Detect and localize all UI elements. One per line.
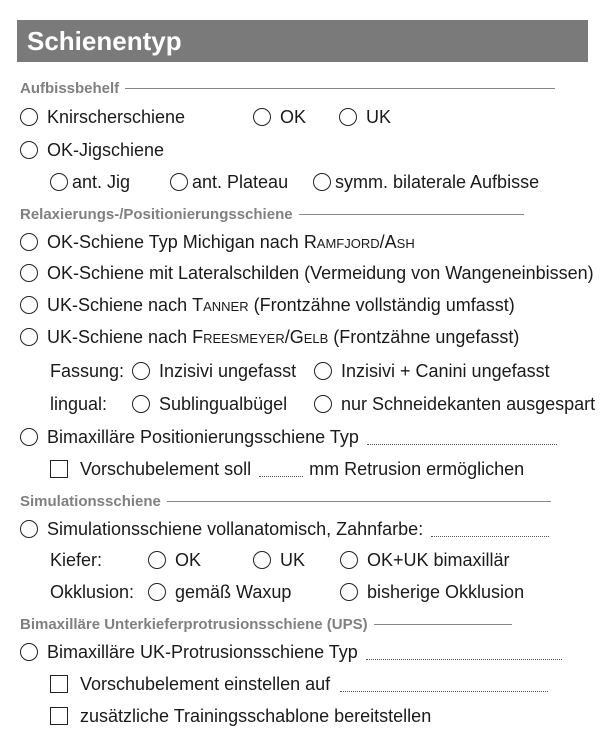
option-freesmeyer-gelb[interactable] [20, 324, 519, 350]
option-label [47, 327, 519, 348]
option-bisherige-okklusion[interactable] [340, 579, 524, 605]
radio-button[interactable] [170, 173, 188, 191]
option-inzisivi-canini-ungefasst[interactable] [314, 358, 550, 384]
option-vorschubelement-retrusion[interactable] [50, 456, 524, 482]
option-gemaess-waxup[interactable] [148, 579, 291, 605]
author-name: Freesmeyer/Gelb [192, 326, 329, 347]
option-text: (Frontzähne ungefasst) [328, 326, 520, 347]
option-label: OK-Schiene mit Lateralschilden (Vermeidung von Wangeneinbissen) [47, 262, 594, 283]
section-rule [374, 624, 512, 625]
section-rule [167, 501, 551, 502]
option-label: zusätzliche Trainingsschablone bereitstellen [80, 705, 432, 726]
radio-button[interactable] [132, 395, 150, 413]
option-kiefer-uk[interactable] [253, 547, 305, 573]
radio-button[interactable] [340, 551, 358, 569]
option-nur-schneidekanten[interactable] [314, 391, 595, 417]
lingual-label: lingual: [50, 393, 108, 414]
option-label: UK [366, 106, 392, 127]
radio-button[interactable] [313, 173, 331, 191]
radio-button[interactable] [20, 233, 38, 251]
fill-in-line[interactable] [340, 677, 548, 692]
section-header-ups [20, 616, 512, 633]
section-title: Aufbissbehelf [20, 80, 120, 97]
option-vorschubelement-einstellen[interactable] [50, 671, 548, 697]
kiefer-label: Kiefer: [50, 549, 103, 570]
radio-button[interactable] [20, 643, 38, 661]
radio-button[interactable] [253, 108, 271, 126]
author-name: Ramfjord/Ash [303, 231, 415, 252]
option-lateralschilde[interactable] [20, 260, 594, 286]
option-label: Bimaxilläre UK-Protrusionsschiene Typ [47, 641, 358, 662]
option-label: OK [175, 549, 202, 570]
section-header-simulationsschiene [20, 493, 551, 510]
page-title: Schienentyp [17, 20, 588, 62]
option-kiefer-okuk[interactable] [340, 547, 510, 573]
section-rule [299, 214, 524, 215]
radio-button[interactable] [314, 362, 332, 380]
radio-button[interactable] [253, 551, 271, 569]
option-ant-plateau[interactable] [170, 169, 288, 195]
option-symm-bilaterale-aufbisse[interactable] [313, 169, 539, 195]
fill-in-line[interactable] [367, 430, 557, 445]
fill-in-line[interactable] [259, 462, 303, 477]
fill-in-line[interactable] [366, 645, 562, 660]
radio-button[interactable] [20, 520, 38, 538]
option-ant-jig[interactable] [50, 169, 130, 195]
radio-button[interactable] [148, 551, 166, 569]
checkbox[interactable] [50, 707, 68, 725]
radio-button[interactable] [132, 362, 150, 380]
option-michigan[interactable] [20, 229, 415, 255]
section-header-relaxierung [20, 206, 524, 223]
radio-button[interactable] [20, 141, 38, 159]
radio-button[interactable] [20, 328, 38, 346]
option-label: Vorschubelement soll [80, 458, 252, 479]
option-text: (Frontzähne vollständig umfasst) [248, 294, 515, 315]
option-bimax-positionierungsschiene[interactable] [20, 424, 557, 450]
option-label: Vorschubelement einstellen auf [80, 673, 331, 694]
option-bimax-uk-protrusionsschiene[interactable] [20, 639, 562, 665]
option-label: Knirscherschiene [47, 106, 186, 127]
radio-button[interactable] [148, 583, 166, 601]
option-label: nur Schneidekanten ausgespart [341, 393, 596, 414]
author-name: Tanner [192, 294, 249, 315]
option-label: ant. Plateau [192, 171, 289, 192]
section-title: Relaxierungs-/Positionierungsschiene [20, 206, 293, 223]
option-text: UK-Schiene nach [47, 294, 193, 315]
okklusion-label: Okklusion: [50, 581, 135, 602]
radio-button[interactable] [20, 296, 38, 314]
option-label: gemäß Waxup [175, 581, 292, 602]
option-trainingsschablone[interactable] [50, 703, 431, 729]
radio-button[interactable] [20, 428, 38, 446]
option-tanner[interactable] [20, 292, 515, 318]
option-knirscherschiene[interactable] [20, 104, 185, 130]
option-kiefer-ok[interactable] [148, 547, 201, 573]
option-sublingualbuegel[interactable] [132, 391, 287, 417]
radio-button[interactable] [340, 583, 358, 601]
radio-button[interactable] [20, 264, 38, 282]
option-label: OK-Jigschiene [47, 139, 165, 160]
option-label: OK+UK bimaxillär [367, 549, 510, 570]
radio-button[interactable] [20, 108, 38, 126]
section-title: Simulationsschiene [20, 493, 161, 510]
section-rule [125, 88, 555, 89]
checkbox[interactable] [50, 675, 68, 693]
option-label: OK [280, 106, 307, 127]
option-label: Inzisivi ungefasst [159, 360, 297, 381]
option-aufbiss-ok[interactable] [253, 104, 306, 130]
option-label-suffix: mm Retrusion ermöglichen [309, 458, 525, 479]
section-header-aufbissbehelf [20, 80, 555, 97]
radio-button[interactable] [50, 173, 68, 191]
option-inzisivi-ungefasst[interactable] [132, 358, 296, 384]
option-label: Simulationsschiene vollanatomisch, Zahnfarbe: [47, 518, 424, 539]
option-simulationsschiene-vollanatomisch[interactable] [20, 516, 549, 542]
section-title: Bimaxilläre Unterkieferprotrusionsschiene (UPS) [20, 616, 368, 633]
option-label: UK [280, 549, 306, 570]
option-label: Bimaxilläre Positionierungsschiene Typ [47, 426, 359, 447]
fassung-label: Fassung: [50, 360, 125, 381]
option-aufbiss-uk[interactable] [339, 104, 391, 130]
radio-button[interactable] [339, 108, 357, 126]
option-label: Inzisivi + Canini ungefasst [341, 360, 550, 381]
fill-in-line[interactable] [431, 522, 549, 537]
option-label [47, 295, 515, 316]
option-label: bisherige Okklusion [367, 581, 525, 602]
option-text: OK-Schiene Typ Michigan nach [47, 231, 304, 252]
option-text: UK-Schiene nach [47, 326, 193, 347]
option-label: ant. Jig [72, 171, 131, 192]
option-label [47, 232, 415, 253]
option-label: Sublingualbügel [159, 393, 288, 414]
radio-button[interactable] [314, 395, 332, 413]
checkbox[interactable] [50, 460, 68, 478]
option-ok-jigschiene[interactable] [20, 137, 164, 163]
option-label: symm. bilaterale Aufbisse [335, 171, 540, 192]
